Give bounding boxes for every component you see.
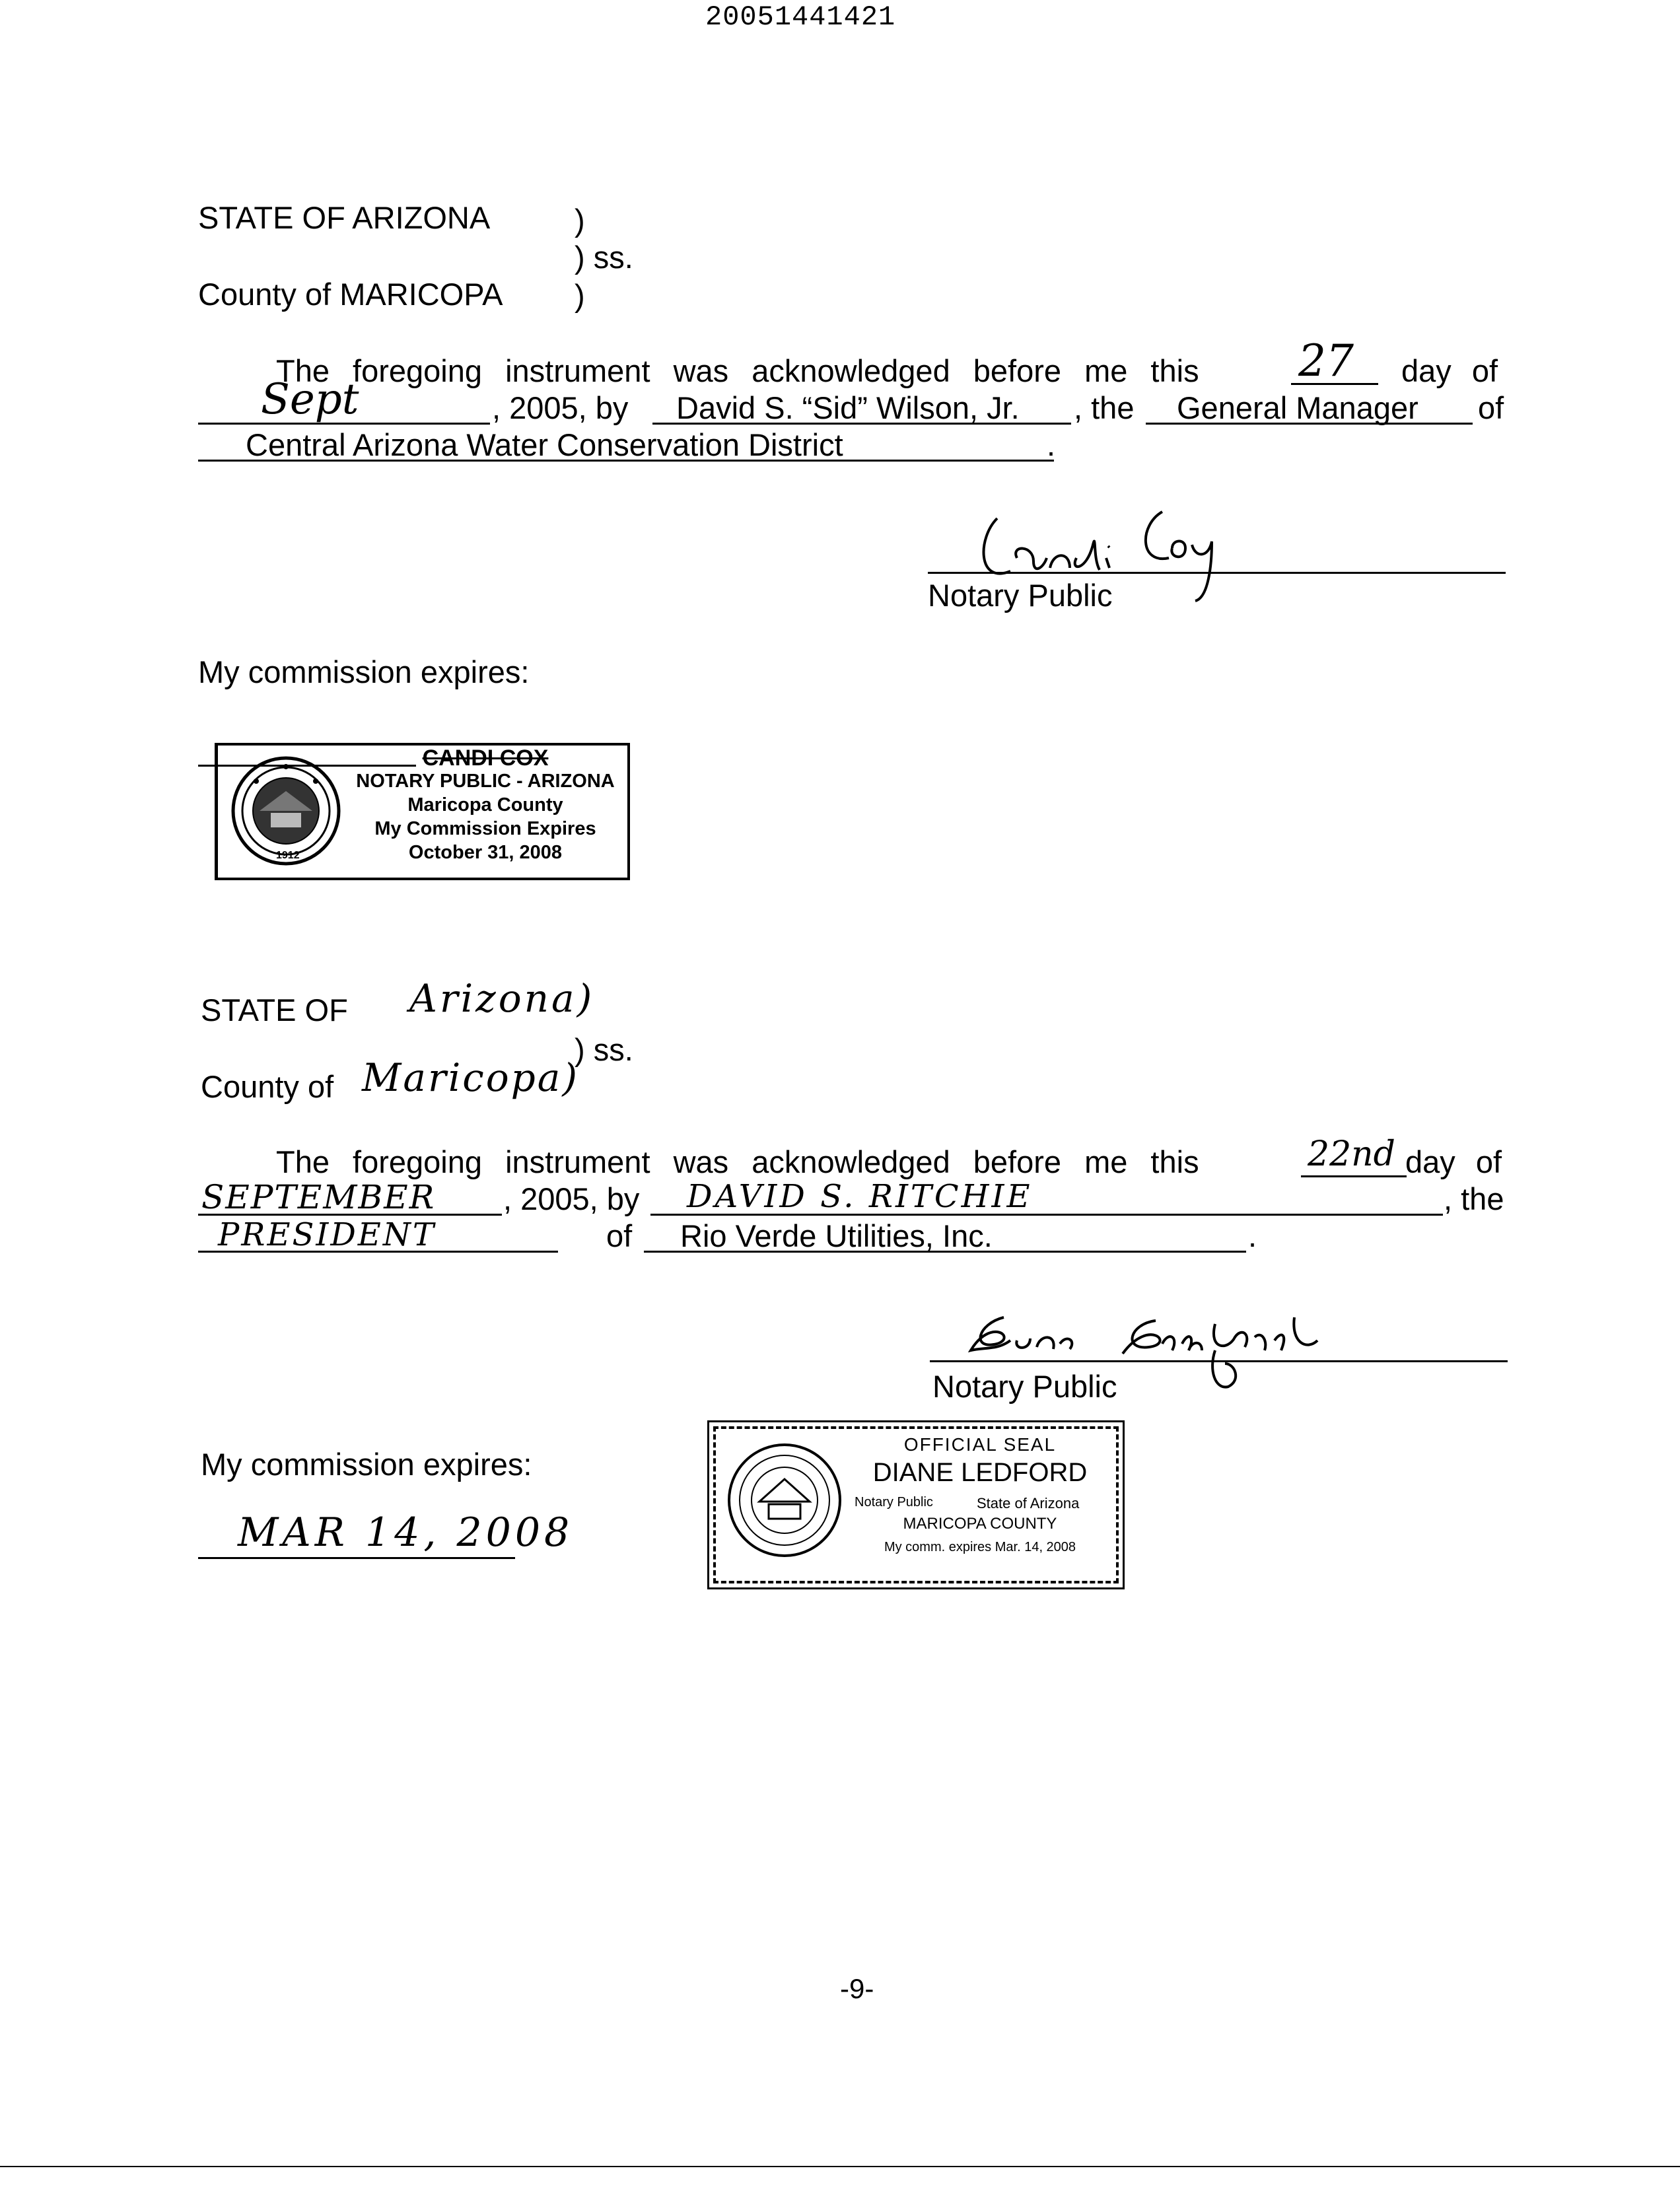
notary-seal-diane-ledford (713, 1426, 1119, 1583)
day-underline (1291, 383, 1378, 385)
document-number: 20051441421 (705, 1, 896, 33)
seal-notary-name: DIANE LEDFORD (872, 1458, 1088, 1487)
commission-date-underline (198, 1557, 515, 1559)
the-text: , the (1074, 390, 1135, 425)
month-underline (198, 423, 490, 425)
organization-underline (198, 460, 1054, 462)
notary-stamp-candi-cox (215, 743, 630, 880)
period: . (1248, 1218, 1257, 1253)
organization-field: Central Arizona Water Conservation District (246, 427, 843, 462)
commission-expiry-date: MAR 14, 2008 (238, 1510, 574, 1556)
stamp-line-commission: My Commission Expires (374, 818, 596, 839)
seal-expiry: My comm. expires Mar. 14, 2008 (884, 1540, 1076, 1554)
venue-ss: ) ss. (575, 1032, 633, 1067)
year-by-text: , 2005, by (492, 390, 629, 425)
signature-line (928, 572, 1506, 574)
day-of-text: day of (1405, 1144, 1502, 1179)
person-name-field: DAVID S. RITCHIE (687, 1178, 1033, 1215)
arizona-state-seal-icon (725, 1441, 844, 1560)
notary-public-label: Notary Public (932, 1369, 1117, 1404)
signature-line (930, 1360, 1508, 1362)
of-text: of (606, 1218, 633, 1253)
stamp-line-notary-public: NOTARY PUBLIC - ARIZONA (356, 771, 615, 792)
commission-expires-label: My commission expires: (198, 654, 530, 689)
month-underline (198, 1214, 502, 1216)
strike-line (198, 765, 416, 767)
title-underline (198, 1251, 558, 1253)
of-text: of (1478, 390, 1504, 425)
commission-expires-label: My commission expires: (201, 1447, 532, 1482)
acknowledgment-sentence: The foregoing instrument was acknowledged before me this (276, 1144, 1199, 1179)
seal-notary-public: Notary Public (855, 1495, 933, 1510)
seal-official-label: OFFICIAL SEAL (903, 1434, 1057, 1455)
day-underline (1301, 1175, 1407, 1177)
day-field: 22nd (1308, 1134, 1395, 1174)
seal-county: MARICOPA COUNTY (903, 1515, 1057, 1533)
title-underline (1146, 423, 1473, 425)
venue-ss: ) ss. (575, 240, 633, 275)
venue-paren: ) (575, 278, 585, 313)
notary-public-label: Notary Public (928, 578, 1113, 613)
stamp-line-expiry-date: October 31, 2008 (408, 842, 563, 863)
seal-state: State of Arizona (977, 1495, 1080, 1511)
stamp-line-county: Maricopa County (407, 794, 563, 816)
venue-paren: ) (575, 203, 585, 238)
person-name-field: David S. “Sid” Wilson, Jr. (676, 390, 1020, 425)
organization-underline (644, 1251, 1246, 1253)
page-number: -9- (840, 1973, 874, 2004)
stamp-notary-name: CANDI COX (422, 746, 549, 771)
venue-state-field: Arizona) (409, 976, 595, 1021)
venue-county-label: County of (201, 1069, 334, 1104)
venue-county-label: County of MARICOPA (198, 277, 503, 312)
period: . (1047, 427, 1056, 462)
day-of-text: day of (1401, 353, 1498, 388)
acknowledgment-sentence: The foregoing instrument was acknowledged before me this (276, 353, 1199, 388)
year-by-text: , 2005, by (503, 1181, 640, 1216)
title-field: General Manager (1177, 390, 1418, 425)
venue-state-label: STATE OF (201, 992, 348, 1027)
the-text: , the (1444, 1181, 1504, 1216)
month-field: SEPTEMBER (201, 1178, 436, 1216)
organization-field: Rio Verde Utilities, Inc. (680, 1218, 993, 1253)
title-field: PRESIDENT (218, 1216, 436, 1253)
venue-county-field: Maricopa) (362, 1055, 579, 1100)
stamp-seal-year: 1912 (276, 850, 300, 861)
name-underline (652, 423, 1071, 425)
month-field: Sept (261, 375, 359, 424)
day-field: 27 (1298, 335, 1354, 386)
name-underline (650, 1214, 1443, 1216)
venue-state-label: STATE OF ARIZONA (198, 200, 491, 235)
page-bottom-edge-line (0, 2166, 1680, 2167)
